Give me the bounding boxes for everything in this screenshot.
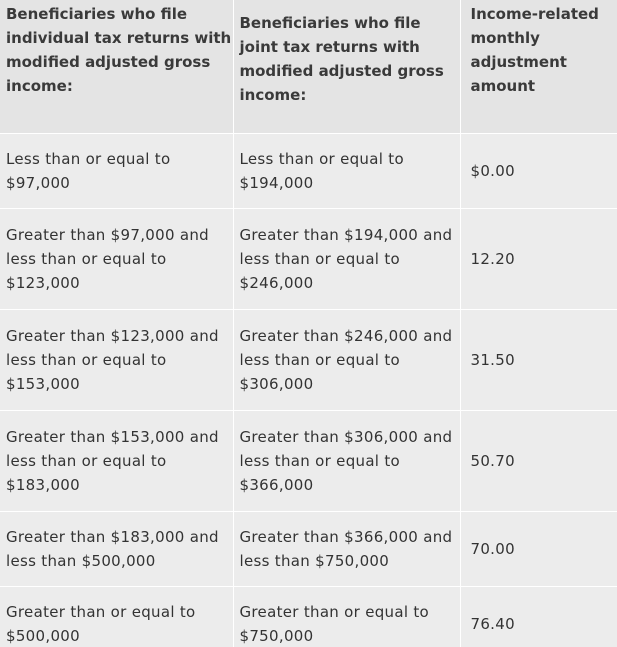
table-row	[0, 411, 617, 512]
table-row	[0, 134, 617, 209]
cell-individual: Greater than or equal to $500,000	[0, 587, 233, 647]
table-row	[0, 209, 617, 310]
cell-amount: 12.20	[460, 209, 617, 310]
cell-individual: Greater than $97,000 and less than or equal to $123,000	[0, 209, 233, 310]
cell-individual: Greater than $153,000 and less than or equal to $183,000	[0, 411, 233, 512]
cell-joint: Greater than $194,000 and less than or equal to $246,000	[233, 209, 460, 310]
cell-amount: 70.00	[460, 512, 617, 587]
cell-individual: Greater than $183,000 and less than $500,000	[0, 512, 233, 587]
cell-amount: 50.70	[460, 411, 617, 512]
cell-individual: Less than or equal to $97,000	[0, 134, 233, 209]
cell-joint: Greater than $366,000 and less than $750,000	[233, 512, 460, 587]
table-row	[0, 310, 617, 411]
header-individual: Beneficiaries who file individual tax returns with modified adjusted gross income:	[0, 0, 233, 134]
cell-amount: 31.50	[460, 310, 617, 411]
table-header	[0, 0, 617, 134]
cell-joint: Greater than or equal to $750,000	[233, 587, 460, 647]
cell-joint: Greater than $246,000 and less than or equal to $306,000	[233, 310, 460, 411]
table-body	[0, 134, 617, 647]
cell-amount: 76.40	[460, 587, 617, 647]
table-row	[0, 512, 617, 587]
cell-amount: $0.00	[460, 134, 617, 209]
cell-individual: Greater than $123,000 and less than or equal to $153,000	[0, 310, 233, 411]
header-amount: Income-related monthly adjustment amount	[460, 0, 617, 134]
header-joint: Beneficiaries who file joint tax returns with modified adjusted gross income:	[233, 0, 460, 134]
header-row	[0, 0, 617, 134]
cell-joint: Less than or equal to $194,000	[233, 134, 460, 209]
cell-joint: Greater than $306,000 and less than or equal to $366,000	[233, 411, 460, 512]
table-row	[0, 587, 617, 647]
